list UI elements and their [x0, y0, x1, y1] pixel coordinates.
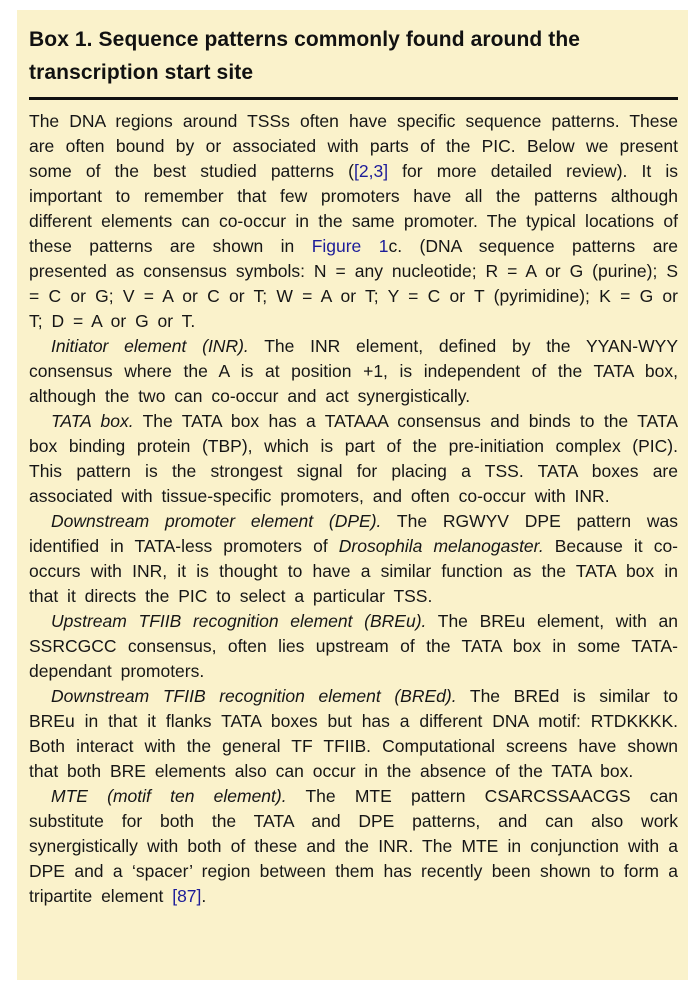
italic-lead-in: Initiator element (INR). — [51, 336, 249, 356]
text-run: . — [201, 886, 207, 906]
text-run: The RGWYV DPE pattern was identified in TATA-less promoters of — [29, 511, 678, 556]
italic-lead-in: Downstream promoter element (DPE). — [51, 511, 382, 531]
figure-1-link[interactable]: Figure 1 — [311, 236, 389, 256]
text-run: The BREu element, with an SSRCGCC consensus, often lies upstream of the TATA box in some TATA-dependant promoters. — [29, 611, 678, 681]
paragraph — [29, 609, 678, 684]
box-title: Box 1. Sequence patterns commonly found around the transcription start site — [29, 28, 581, 84]
paragraph — [29, 784, 678, 909]
text-run: c. (DNA sequence patterns are presented as consensus symbols: N = any nucleotide; R = A or G (purine); S = C or G; V = A or C or T; W = A or T; Y = C or T (pyrimidine); K = G or T; D = A or G or T. — [29, 236, 679, 331]
box-body — [29, 109, 678, 909]
italic-lead-in: Upstream TFIIB recognition element (BREu). — [51, 611, 427, 631]
italic-lead-in: MTE (motif ten element). — [51, 786, 287, 806]
text-run: Because it co-occurs with INR, it is thought to have a similar function as the TATA box in that it directs the PIC to select a particular TSS. — [29, 536, 679, 606]
text-run: The DNA regions around TSSs often have specific sequence patterns. These are often bound by or associated with parts of the PIC. Below we present some of the best studied patterns ( — [29, 111, 678, 181]
paragraph — [29, 334, 678, 409]
italic-lead-in: Downstream TFIIB recognition element (BREd). — [51, 686, 457, 706]
paragraph — [29, 509, 678, 609]
italic-lead-in: Drosophila melanogaster. — [338, 536, 544, 556]
citation-link-2-3[interactable]: [2,3] — [354, 161, 389, 181]
italic-lead-in: TATA box. — [51, 411, 134, 431]
text-run: The TATA box has a TATAAA consensus and binds to the TATA box binding protein (TBP), which is part of the pre-initiation complex (PIC). This pattern is the strongest signal for placing a TSS. TATA boxes are associated with tissue-specific promoters, and often co-occur with INR. — [29, 411, 678, 506]
text-run: The BREd is similar to BREu in that it flanks TATA boxes but has a different DNA motif: RTDKKKK. Both interact with the general TF TFIIB. Computational screens have shown that both BRE elements also can occur in the absence of the TATA box. — [29, 686, 678, 781]
title-rule — [29, 97, 678, 100]
box-1-panel — [17, 10, 688, 980]
text-run: The INR element, defined by the YYAN-WYY consensus where the A is at position +1, is independent of the TATA box, although the two can co-occur and act synergistically. — [29, 336, 678, 406]
text-run: for more detailed review). It is important to remember that few promoters have all the patterns although different elements can co-occur in the same promoter. The typical locations of these patterns are shown in — [29, 161, 678, 256]
text-run: The MTE pattern CSARCSSAACGS can substitute for both the TATA and DPE patterns, and can also work synergistically with both of these and the INR. The MTE in conjunction with a DPE and a ‘spacer’ region between them has recently been shown to form a tripartite element — [29, 786, 678, 906]
paragraph — [29, 684, 678, 784]
paragraph — [29, 109, 678, 334]
paragraph — [29, 409, 678, 509]
citation-link-87[interactable]: [87] — [172, 886, 202, 906]
